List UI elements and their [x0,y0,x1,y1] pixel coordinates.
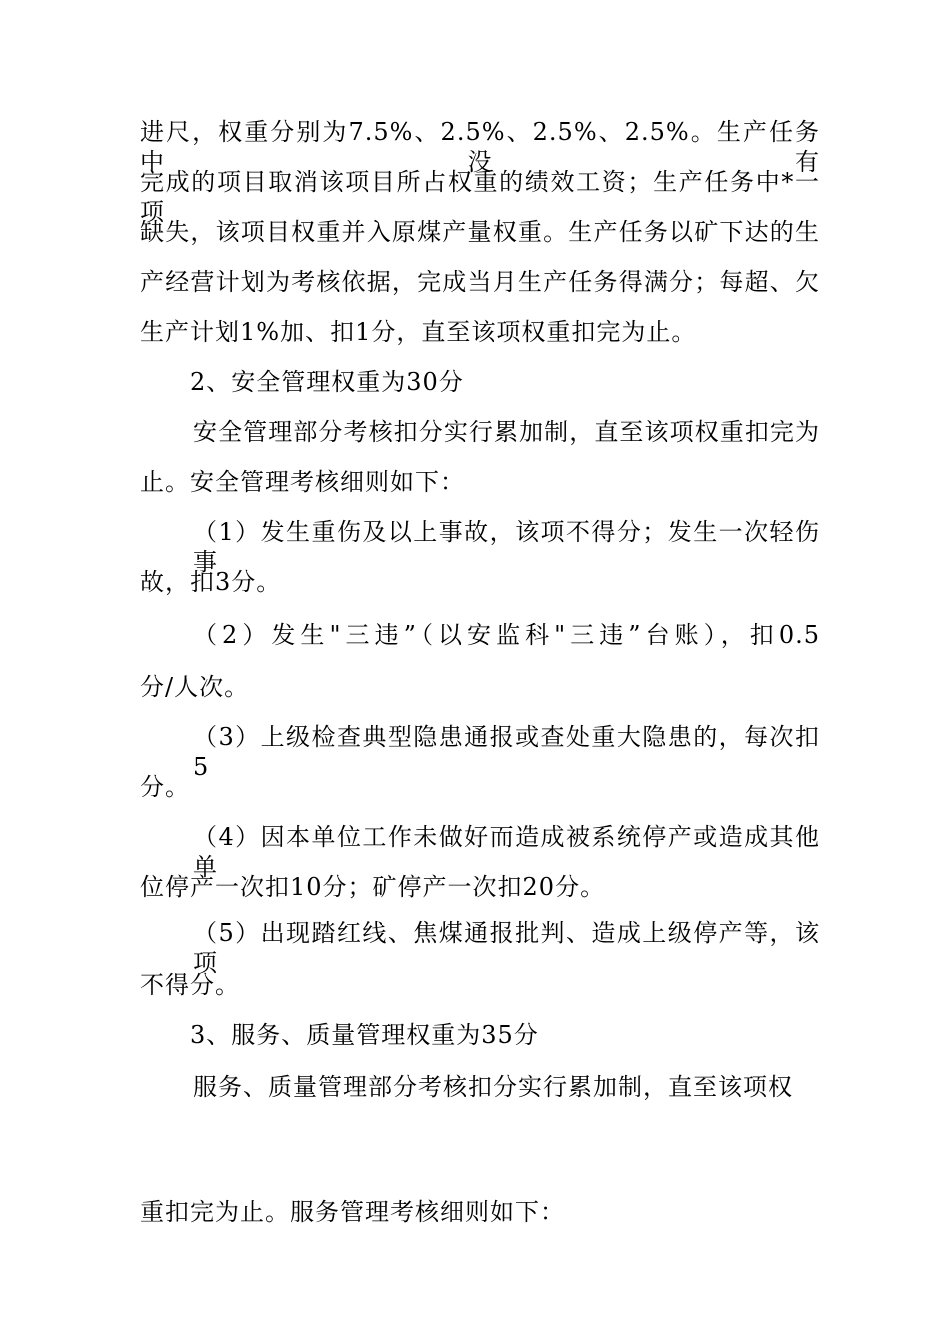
text-line: （1）发生重伤及以上事故，该项不得分；发生一次轻伤事 [193,518,820,576]
text-line: 产经营计划为考核依据，完成当月生产任务得满分；每超、欠 [140,268,820,296]
section-heading: 3、服务、质量管理权重为35分 [190,1021,539,1049]
text-line: （5）出现踏红线、焦煤通报批判、造成上级停产等，该项 [193,919,820,977]
text-line: 不得分。 [140,971,240,999]
text-line: （2）发生"三违”（以安监科"三违”台账），扣0.5 [193,621,820,649]
text-line: 分。 [140,773,190,801]
text-line: 完成的项目取消该项目所占权重的绩效工资；生产任务中*一项 [140,168,820,226]
text-line: 止。安全管理考核细则如下： [140,468,465,496]
text-line: 分/人次。 [140,673,250,701]
text-line: 生产计划1%加、扣1分，直至该项权重扣完为止。 [140,318,697,346]
text-line: （3）上级检查典型隐患通报或查处重大隐患的，每次扣5 [193,723,820,781]
text-line: 故，扣3分。 [140,568,282,596]
section-heading: 2、安全管理权重为30分 [190,368,464,396]
text-line: 服务、质量管理部分考核扣分实行累加制，直至该项权 [193,1073,793,1101]
text-line: （4）因本单位工作未做好而造成被系统停产或造成其他单 [193,823,820,881]
text-line: 重扣完为止。服务管理考核细则如下： [140,1198,565,1226]
text-line: 安全管理部分考核扣分实行累加制，直至该项权重扣完为 [193,418,820,446]
text-line: 进尺，权重分别为7.5%、2.5%、2.5%、2.5%。生产任务中没有 [140,118,820,176]
text-line: 缺失，该项目权重并入原煤产量权重。生产任务以矿下达的生 [140,218,820,246]
text-line: 位停产一次扣10分；矿停产一次扣20分。 [140,873,606,901]
